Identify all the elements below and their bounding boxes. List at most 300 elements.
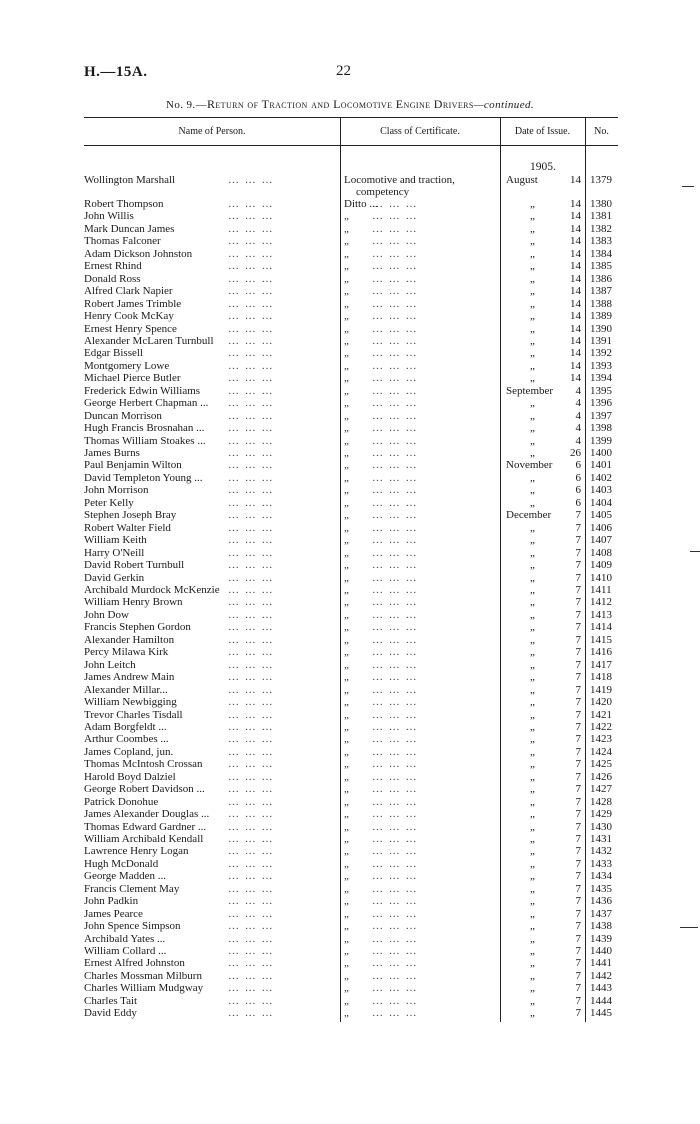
certificate-class: „ [344,571,349,584]
leader-dots: … … … [228,646,274,659]
certificate-class: „ [344,920,349,933]
table-row [0,347,700,360]
table-row [0,945,700,958]
year-label: 1905. [530,161,556,173]
leader-dots: … … … [228,198,274,210]
certificate-class: „ [344,459,349,472]
table-row [0,323,700,336]
issue-month: „ [530,633,535,646]
issue-day: 14 [570,334,581,347]
issue-day: 7 [575,596,581,609]
person-name: Wollington Marshall [84,174,176,186]
certificate-class: „ [344,546,349,559]
issue-month: „ [530,272,535,285]
header-bottom-rule [84,145,618,146]
person-name: David Eddy [84,1007,137,1020]
leader-dots: … … … [372,347,418,360]
issue-month: „ [530,434,535,447]
certificate-number: 1413 [590,608,612,621]
issue-day: 7 [575,957,581,970]
issue-month: November [506,459,553,472]
leader-dots: … … … [372,608,418,621]
leader-dots: … … … [372,758,418,771]
leader-dots: … … … [372,857,418,870]
table-row [0,459,700,472]
certificate-class: „ [344,671,349,684]
certificate-class: „ [344,409,349,422]
leader-dots: … … … [372,409,418,422]
certificate-class: „ [344,235,349,248]
issue-month: „ [530,708,535,721]
person-name: Francis Clement May [84,882,180,895]
issue-month: „ [530,683,535,696]
leader-dots: … … … [228,397,274,410]
certificate-number: 1392 [590,347,612,360]
table-row [0,435,700,448]
leader-dots: … … … [372,546,418,559]
leader-dots: … … … [228,683,274,696]
leader-dots: … … … [372,422,418,435]
person-name: Trevor Charles Tisdall [84,708,183,721]
issue-month: December [506,509,552,522]
issue-month: „ [530,198,535,210]
table-row [0,422,700,435]
certificate-class: „ [344,832,349,845]
person-name: Michael Pierce Butler [84,372,181,385]
certificate-number: 1423 [590,733,612,746]
issue-month: „ [530,596,535,609]
table-row [0,522,700,535]
certificate-number: 1425 [590,758,612,771]
person-name: Alexander Millar... [84,683,168,696]
certificate-class: „ [344,982,349,995]
table-row [0,472,700,485]
table-row [0,559,700,572]
issue-day: 14 [570,222,581,235]
issue-month: „ [530,397,535,410]
table-row [0,758,700,771]
person-name: David Gerkin [84,571,145,584]
issue-day: 6 [575,496,581,509]
certificate-class: „ [344,857,349,870]
person-name: John Spence Simpson [84,920,181,933]
leader-dots: … … … [372,359,418,372]
person-name: Mark Duncan James [84,222,175,235]
leader-dots: … … … [228,633,274,646]
leader-dots: … … … [228,770,274,783]
table-row [0,298,700,311]
leader-dots: … … … [228,696,274,708]
leader-dots: … … … [372,584,418,596]
certificate-class: „ [344,272,349,285]
issue-day: 7 [575,534,581,547]
certificate-class: „ [344,820,349,833]
leader-dots: … … … [372,808,418,820]
issue-day: 14 [570,285,581,298]
leader-dots: … … … [372,509,418,522]
leader-dots: … … … [372,534,418,547]
leader-dots: … … … [372,447,418,459]
leader-dots: … … … [228,969,274,982]
table-row [0,534,700,547]
issue-day: 14 [570,359,581,372]
leader-dots: … … … [372,471,418,484]
issue-month: „ [530,720,535,733]
certificate-class: „ [344,384,349,397]
certificate-number: 1405 [590,509,612,522]
leader-dots: … … … [228,210,274,223]
leader-dots: … … … [372,683,418,696]
certificate-number: 1444 [590,994,612,1007]
leader-dots: … … … [228,310,274,323]
leader-dots: … … … [228,745,274,758]
leader-dots: … … … [372,496,418,509]
leader-dots: … … … [372,945,418,957]
leader-dots: … … … [228,1007,274,1020]
leader-dots: … … … [372,596,418,609]
leader-dots: … … … [372,521,418,534]
person-name: Robert James Trimble [84,297,182,310]
leader-dots: … … … [228,957,274,970]
leader-dots: … … … [372,198,418,210]
leader-dots: … … … [372,272,418,285]
certificate-number: 1430 [590,820,612,833]
leader-dots: … … … [372,745,418,758]
issue-day: 7 [575,1007,581,1020]
issue-month: „ [530,808,535,820]
certificate-class: „ [344,347,349,360]
certificate-number: 1390 [590,322,612,335]
certificate-number: 1414 [590,621,612,634]
table-row [0,572,700,585]
issue-month: „ [530,210,535,223]
issue-day: 4 [575,409,581,422]
certificate-class: „ [344,322,349,335]
person-name: Lawrence Henry Logan [84,845,189,858]
table-row [0,671,700,684]
issue-day: 7 [575,783,581,796]
issue-month: „ [530,920,535,933]
certificate-number: 1445 [590,1007,612,1020]
issue-month: „ [530,247,535,260]
leader-dots: … … … [228,174,274,186]
issue-month: „ [530,235,535,248]
certificate-class: „ [344,932,349,945]
issue-day: 14 [570,372,581,385]
issue-day: 7 [575,920,581,933]
leader-dots: … … … [372,783,418,796]
table-row [0,385,700,398]
certificate-class: „ [344,783,349,796]
leader-dots: … … … [228,571,274,584]
person-name: John Padkin [84,895,139,908]
issue-day: 14 [570,297,581,310]
issue-day: 14 [570,210,581,223]
certificate-class: „ [344,696,349,708]
leader-dots: … … … [228,222,274,235]
certificate-number: 1420 [590,696,612,708]
issue-month: „ [530,882,535,895]
table-row [0,808,700,821]
person-name: George Robert Davidson ... [84,783,205,796]
leader-dots: … … … [228,447,274,459]
leader-dots: … … … [228,584,274,596]
issue-day: 14 [570,260,581,273]
issue-day: 7 [575,646,581,659]
issue-day: 7 [575,621,581,634]
certificate-class: „ [344,870,349,883]
issue-month: „ [530,559,535,571]
leader-dots: … … … [372,285,418,298]
certificate-class: „ [344,845,349,858]
leader-dots: … … … [228,907,274,920]
table-row [0,721,700,734]
person-name: William Collard ... [84,945,167,957]
certificate-class: „ [344,496,349,509]
issue-month: „ [530,422,535,435]
table-row [0,609,700,622]
leader-dots: … … … [228,733,274,746]
table-row [0,410,700,423]
person-name: Hugh Francis Brosnahan ... [84,422,205,435]
certificate-number: 1428 [590,795,612,808]
issue-month: „ [530,658,535,671]
issue-month: „ [530,969,535,982]
column-header-date: Date of Issue. [514,126,571,137]
leader-dots: … … … [228,783,274,796]
issue-day: 7 [575,882,581,895]
issue-month: „ [530,260,535,273]
leader-dots: … … … [372,633,418,646]
certificate-number: 1435 [590,882,612,895]
table-row [0,285,700,298]
issue-month: „ [530,372,535,385]
certificate-number: 1415 [590,633,612,646]
certificate-number: 1379 [590,174,612,186]
certificate-number: 1443 [590,982,612,995]
certificate-number: 1394 [590,372,612,385]
leader-dots: … … … [228,608,274,621]
issue-day: 7 [575,808,581,820]
table-row [0,447,700,460]
certificate-class: „ [344,247,349,260]
certificate-number: 1382 [590,222,612,235]
certificate-class: „ [344,683,349,696]
certificate-number: 1441 [590,957,612,970]
leader-dots: … … … [372,1007,418,1020]
table-row [0,908,700,921]
issue-month: „ [530,696,535,708]
issue-day: 7 [575,696,581,708]
certificate-class: „ [344,285,349,298]
certificate-number: 1398 [590,422,612,435]
leader-dots: … … … [372,820,418,833]
person-name: David Robert Turnbull [84,559,185,571]
certificate-class: „ [344,646,349,659]
table-row [0,198,700,211]
person-name: William Newbigging [84,696,177,708]
leader-dots: … … … [228,832,274,845]
issue-month: „ [530,571,535,584]
certificate-number: 1393 [590,359,612,372]
issue-day: 7 [575,720,581,733]
certificate-class: „ [344,310,349,323]
certificate-class: „ [344,907,349,920]
issue-day: 7 [575,907,581,920]
table-row [0,982,700,995]
certificate-class: „ [344,720,349,733]
leader-dots: … … … [372,733,418,746]
leader-dots: … … … [372,882,418,895]
issue-day: 7 [575,857,581,870]
issue-month: „ [530,870,535,883]
certificate-number: 1395 [590,384,612,397]
leader-dots: … … … [372,932,418,945]
issue-day: 7 [575,571,581,584]
issue-month: „ [530,409,535,422]
certificate-class: „ [344,633,349,646]
person-name: George Herbert Chapman ... [84,397,209,410]
person-name: Peter Kelly [84,496,134,509]
certificate-number: 1406 [590,521,612,534]
person-name: Duncan Morrison [84,409,162,422]
issue-month: „ [530,496,535,509]
person-name: James Burns [84,447,140,459]
issue-month: „ [530,222,535,235]
table-row [0,310,700,323]
person-name: Alexander McLaren Turnbull [84,334,214,347]
issue-month: „ [530,347,535,360]
certificate-class: „ [344,608,349,621]
leader-dots: … … … [228,895,274,908]
certificate-number: 1403 [590,484,612,497]
leader-dots: … … … [228,546,274,559]
leader-dots: … … … [228,297,274,310]
leader-dots: … … … [228,272,274,285]
leader-dots: … … … [372,621,418,634]
issue-day: 7 [575,671,581,684]
issue-month: „ [530,895,535,908]
leader-dots: … … … [228,857,274,870]
leader-dots: … … … [372,969,418,982]
leader-dots: … … … [372,795,418,808]
person-name: William Keith [84,534,147,547]
issue-month: „ [530,534,535,547]
certificate-class: „ [344,708,349,721]
certificate-number: 1397 [590,409,612,422]
table-row [0,783,700,796]
person-name: Harry O'Neill [84,546,145,559]
person-name: James Copland, jun. [84,745,174,758]
table-row [0,596,700,609]
table-row [0,223,700,236]
issue-day: 7 [575,982,581,995]
issue-month: „ [530,584,535,596]
leader-dots: … … … [372,372,418,385]
leader-dots: … … … [228,434,274,447]
leader-dots: … … … [372,994,418,1007]
certificate-class: „ [344,447,349,459]
leader-dots: … … … [228,484,274,497]
person-name: Charles Tait [84,994,138,1007]
leader-dots: … … … [228,559,274,571]
issue-month: „ [530,745,535,758]
certificate-class-continued: competency [356,186,410,198]
certificate-number: 1432 [590,845,612,858]
leader-dots: … … … [372,658,418,671]
certificate-number: 1424 [590,745,612,758]
issue-month: „ [530,297,535,310]
leader-dots: … … … [372,646,418,659]
person-name: Ernest Henry Spence [84,322,177,335]
issue-day: 7 [575,733,581,746]
issue-day: 7 [575,932,581,945]
issue-month: „ [530,334,535,347]
issue-month: „ [530,982,535,995]
issue-day: 7 [575,745,581,758]
person-name: John Dow [84,608,129,621]
certificate-class: Ditto ... [344,198,378,210]
certificate-number: 1396 [590,397,612,410]
person-name: Arthur Coombes ... [84,733,169,746]
certificate-number: 1387 [590,285,612,298]
margin-mark [680,927,698,928]
issue-month: „ [530,758,535,771]
certificate-class: „ [344,422,349,435]
issue-day: 6 [575,459,581,472]
certificate-class: „ [344,745,349,758]
leader-dots: … … … [372,770,418,783]
certificate-number: 1410 [590,571,612,584]
table-row [0,210,700,223]
certificate-class: „ [344,297,349,310]
issue-day: 7 [575,820,581,833]
issue-day: 14 [570,247,581,260]
person-name: Paul Benjamin Wilton [84,459,182,472]
table-row [0,248,700,261]
issue-month: „ [530,907,535,920]
issue-day: 14 [570,235,581,248]
issue-month: September [506,384,554,397]
title-suffix: —continued. [473,99,535,111]
certificate-class: „ [344,559,349,571]
person-name: Alexander Hamilton [84,633,175,646]
certificate-class: „ [344,521,349,534]
certificate-class: „ [344,372,349,385]
certificate-class: „ [344,770,349,783]
leader-dots: … … … [228,708,274,721]
issue-month: „ [530,957,535,970]
issue-month: „ [530,820,535,833]
person-name: Adam Borgfeldt ... [84,720,167,733]
certificate-number: 1433 [590,857,612,870]
table-row [0,260,700,273]
header-top-rule [84,117,618,118]
issue-month: „ [530,546,535,559]
certificate-number: 1407 [590,534,612,547]
leader-dots: … … … [372,559,418,571]
leader-dots: … … … [228,509,274,522]
person-name: Hugh McDonald [84,857,159,870]
leader-dots: … … … [372,260,418,273]
certificate-number: 1409 [590,559,612,571]
table-row [0,933,700,946]
issue-day: 7 [575,509,581,522]
issue-month: „ [530,521,535,534]
table-row [0,372,700,385]
leader-dots: … … … [228,347,274,360]
issue-month: „ [530,832,535,845]
